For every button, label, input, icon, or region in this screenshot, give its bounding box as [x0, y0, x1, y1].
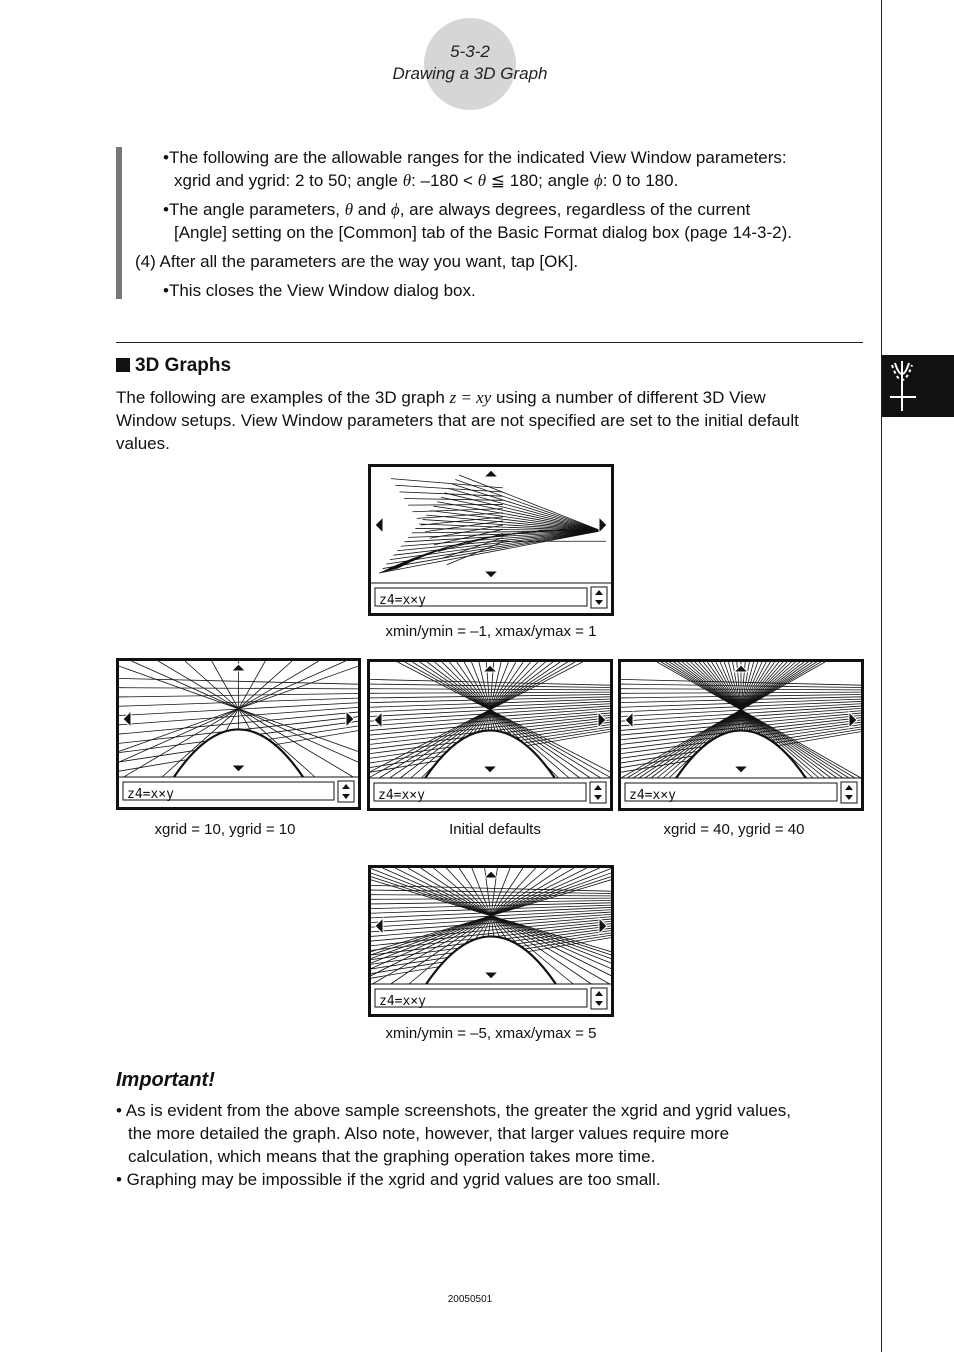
right-arrow-icon[interactable] [599, 517, 607, 533]
important-bullet-2: • Graphing may be impossible if the xgrid and ygrid values are too small. [116, 1170, 661, 1189]
graph-canvas [371, 868, 611, 1014]
caption-range-5: xmin/ymin = –5, xmax/ymax = 5 [385, 1025, 597, 1042]
section-number: 5-3-2 [450, 42, 490, 61]
caption-initial-defaults: Initial defaults [449, 821, 541, 838]
up-arrow-icon[interactable] [483, 665, 497, 672]
entry-text: z4=x×y [378, 788, 425, 803]
entry-text: z4=x×y [629, 788, 676, 803]
section-title: 3D Graphs [116, 355, 231, 377]
step-4: (4) After all the parameters are the way you want, tap [OK]. [135, 252, 579, 271]
graph-canvas [621, 662, 861, 808]
3d-graph-icon [882, 355, 954, 417]
entry-text: z4=x×y [379, 994, 426, 1009]
caption-range-1: xmin/ymin = –1, xmax/ymax = 1 [385, 623, 597, 640]
intro-line1: The following are examples of the 3D graph z = xy using a number of different 3D View [116, 388, 766, 407]
wireframe [119, 661, 358, 777]
up-arrow-icon[interactable] [484, 871, 498, 878]
right-arrow-icon[interactable] [346, 711, 354, 727]
note-ranges-line2: xgrid and ygrid: 2 to 50; angle θ: –180 < θ ≦ 180; angle ϕ: 0 to 180. [174, 171, 679, 190]
wireframe [370, 662, 610, 778]
entry-text: z4=x×y [379, 593, 426, 608]
graph-canvas [370, 662, 610, 808]
up-arrow-icon[interactable] [484, 470, 498, 477]
graph-canvas [119, 661, 358, 807]
footer-code: 20050501 [447, 1294, 493, 1305]
wireframe [621, 662, 861, 778]
section-heading: Drawing a 3D Graph [392, 64, 548, 83]
step-4-bullet: •This closes the View Window dialog box. [163, 281, 476, 300]
section-divider [116, 342, 863, 343]
caption-grid-10: xgrid = 10, ygrid = 10 [154, 821, 296, 838]
wireframe [371, 868, 611, 984]
screenshot-initial-defaults [367, 659, 613, 811]
important-heading: Important! [116, 1069, 215, 1091]
screenshot-range-5 [368, 865, 614, 1017]
intro-line3: values. [116, 434, 170, 453]
square-bullet-icon [116, 358, 130, 372]
up-arrow-icon[interactable] [232, 664, 246, 671]
up-arrow-icon[interactable] [734, 665, 748, 672]
note-angles-line2: [Angle] setting on the [Common] tab of the Basic Format dialog box (page 14-3-2). [174, 223, 793, 242]
wireframe [379, 475, 606, 573]
note-bar [116, 147, 122, 299]
graph-canvas [371, 467, 611, 613]
chapter-tab [882, 355, 954, 417]
note-bullet-ranges: •The following are the allowable ranges for the indicated View Window parameters: [163, 148, 787, 167]
screenshot-grid-40 [618, 659, 864, 811]
screenshot-range-1 [368, 464, 614, 616]
entry-text: z4=x×y [127, 787, 174, 802]
left-arrow-icon[interactable] [375, 517, 383, 533]
down-arrow-icon[interactable] [484, 571, 498, 578]
note-bullet-angles: •The angle parameters, θ and ϕ, are always degrees, regardless of the current [163, 200, 751, 219]
important-bullet-1: • As is evident from the above sample screenshots, the greater the xgrid and ygrid values, [116, 1101, 791, 1120]
screenshot-grid-10 [116, 658, 361, 810]
intro-line2: Window setups. View Window parameters that are not specified are set to the initial default [116, 411, 799, 430]
important-bullet-1-line3: calculation, which means that the graphing operation takes more time. [128, 1147, 656, 1166]
important-bullet-1-line2: the more detailed the graph. Also note, however, that larger values require more [128, 1124, 730, 1143]
caption-grid-40: xgrid = 40, ygrid = 40 [663, 821, 805, 838]
page-edge-rule [881, 0, 882, 1352]
